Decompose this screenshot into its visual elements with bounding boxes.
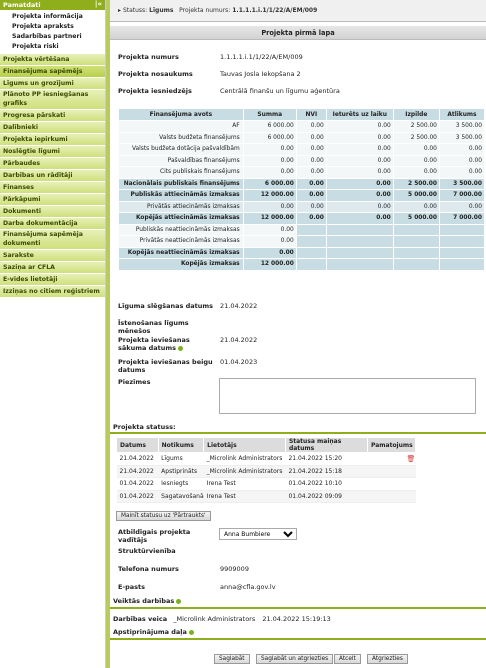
table-cell: 0.00	[439, 167, 484, 179]
table-cell: 0.00	[326, 178, 393, 190]
table-cell: 0.00	[326, 213, 393, 225]
table-cell: 12 000.00	[243, 190, 296, 202]
table-cell: 12 000.00	[243, 259, 296, 271]
table-cell	[326, 224, 393, 236]
table-cell: 3 500.00	[439, 121, 484, 133]
sidebar-sub-item[interactable]: Projekta riski	[12, 43, 59, 50]
row-label: Valsts budžeta finansējums	[119, 132, 244, 144]
info-icon[interactable]	[176, 599, 181, 604]
sidebar-item[interactable]: Darbības un rādītāji	[0, 170, 105, 182]
sidebar-sub-item[interactable]: Sadarbības partneri	[12, 33, 82, 40]
sidebar-header-label: Pamatdati	[3, 1, 41, 9]
table-row	[119, 213, 485, 225]
table-cell: 0.00	[326, 144, 393, 156]
table-cell: Līgums	[158, 453, 204, 466]
project-number-value: 1.1.1.1.i.1/1/22/A/EM/009	[232, 7, 318, 14]
field-label	[118, 336, 216, 352]
sidebar-item[interactable]: E-vides lietotāji	[0, 274, 105, 286]
column-header: Lietotājs	[204, 438, 286, 453]
sidebar-item[interactable]: Sarakste	[0, 250, 105, 262]
table-cell: 0.00	[326, 121, 393, 133]
row-label: Privātās neattiecināmās izmaksas	[119, 236, 244, 248]
field-value: Centrālā finanšu un līgumu aģentūra	[220, 87, 340, 95]
sidebar-item[interactable]: Izziņas no citiem reģistriem	[0, 286, 105, 298]
table-row	[119, 224, 485, 236]
table-cell: 0.00	[243, 155, 296, 167]
table-cell	[367, 465, 415, 478]
table-cell: 0.00	[296, 132, 326, 144]
sidebar-sub-menu	[0, 10, 105, 54]
table-cell: 0.00	[296, 190, 326, 202]
field-label: E-pasts	[118, 583, 146, 591]
table-cell	[296, 247, 326, 259]
section-divider	[110, 638, 486, 640]
table-cell	[393, 224, 439, 236]
table-row	[119, 144, 485, 156]
table-row	[117, 490, 416, 503]
table-cell	[393, 259, 439, 271]
table-cell: 5 000.00	[393, 190, 439, 202]
table-cell: 21.04.2022 15:20	[285, 453, 367, 466]
table-cell: 6 000.00	[243, 178, 296, 190]
field-value: 21.04.2022	[220, 302, 258, 310]
row-label: Pašvaldības finansējums	[119, 155, 244, 167]
field-label: Darbības veica	[113, 615, 168, 623]
table-cell: 0.00	[296, 178, 326, 190]
table-cell: 0.00	[439, 155, 484, 167]
table-cell: 0.00	[439, 144, 484, 156]
table-cell: 2 500.00	[393, 178, 439, 190]
table-cell: 0.00	[326, 190, 393, 202]
info-icon[interactable]	[178, 346, 183, 351]
column-header: Datums	[117, 438, 159, 453]
table-cell: 0.00	[243, 247, 296, 259]
table-row	[119, 121, 485, 133]
row-label: Cits publiskais finansējums	[119, 167, 244, 179]
change-status-button[interactable]: Mainīt statusu uz 'Pārtraukts'	[116, 511, 211, 521]
table-cell: 21.04.2022	[117, 453, 159, 466]
actions-section-title	[113, 597, 181, 605]
table-cell: Sagatavošanā	[158, 490, 204, 503]
sidebar-item[interactable]: Finansējuma sapēmēja dokumenti	[0, 230, 105, 250]
table-cell	[367, 453, 415, 466]
status-section-title: Projekta statuss:	[113, 423, 176, 431]
table-cell: 6 000.00	[243, 121, 296, 133]
field-value: 01.04.2023	[220, 358, 258, 366]
table-cell: 01.04.2022 10:10	[285, 478, 367, 491]
status-value: Līgums	[149, 7, 174, 14]
table-cell: 0.00	[326, 132, 393, 144]
row-label: Kopējās izmaksas	[119, 259, 244, 271]
status-table	[116, 437, 416, 503]
table-cell: Irena Test	[204, 490, 286, 503]
row-label: Kopējās neattiecināmās izmaksas	[119, 247, 244, 259]
table-cell: 0.00	[296, 213, 326, 225]
save-button[interactable]: Saglabāt	[214, 654, 250, 664]
table-cell: 01.04.2022	[117, 490, 159, 503]
status-label: Statuss:	[122, 7, 148, 14]
table-cell: 0.00	[326, 201, 393, 213]
table-cell: Irena Test	[204, 478, 286, 491]
page-title: Projekta pirmā lapa	[110, 26, 486, 40]
table-cell: 0.00	[296, 121, 326, 133]
play-icon: ▸	[118, 7, 122, 14]
table-row	[117, 453, 416, 466]
table-cell: _Microlink Administrators	[204, 453, 286, 466]
column-header: Summa	[243, 109, 296, 121]
table-row	[119, 155, 485, 167]
table-row	[119, 236, 485, 248]
table-cell	[439, 236, 484, 248]
table-row	[119, 247, 485, 259]
field-label: Projekta nosaukums	[118, 70, 193, 78]
sidebar-item[interactable]: Līgums un grozījumi	[0, 78, 105, 90]
save-and-return-button[interactable]: Saglabāt un atgriezties	[256, 654, 333, 664]
section-divider	[110, 607, 486, 609]
table-row	[119, 178, 485, 190]
table-row	[119, 132, 485, 144]
row-label: Valsts budžeta dotācija pašvaldībām	[119, 144, 244, 156]
return-button[interactable]: Atgriezties	[367, 654, 408, 664]
approval-section-title	[113, 628, 194, 636]
sidebar-item[interactable]: Finanses	[0, 182, 105, 194]
sidebar-item[interactable]: Pārbaudes	[0, 158, 105, 170]
cancel-button[interactable]: Atcelt	[334, 654, 361, 664]
table-cell	[439, 224, 484, 236]
table-cell: 0.00	[296, 155, 326, 167]
row-label: AF	[119, 121, 244, 133]
table-cell: 0.00	[326, 155, 393, 167]
row-label: Publiskās attiecināmās izmaksas	[119, 190, 244, 202]
performed-by-user: _Microlink Administrators	[173, 615, 256, 623]
field-value: anna@cfla.gov.lv	[220, 583, 276, 591]
table-cell: 3 500.00	[439, 178, 484, 190]
field-label: Īstenošanas līgums mēnešos	[118, 319, 189, 335]
table-cell	[393, 247, 439, 259]
row-label: Publiskās neattiecināmās izmaksas	[119, 224, 244, 236]
table-cell: 01.04.2022	[117, 478, 159, 491]
table-cell: 0.00	[243, 201, 296, 213]
table-row	[119, 259, 485, 271]
table-cell: 0.00	[243, 224, 296, 236]
delete-icon[interactable]: 🗑	[406, 454, 416, 463]
table-cell	[439, 247, 484, 259]
field-label: Atbildīgais projekta vadītājs	[118, 528, 191, 544]
sidebar	[0, 0, 106, 668]
field-label: Struktūrvienība	[118, 547, 176, 555]
table-cell	[326, 247, 393, 259]
column-header: Izpilde	[393, 109, 439, 121]
column-header: Notikums	[158, 438, 204, 453]
table-cell	[296, 259, 326, 271]
sidebar-item[interactable]: Projekta iepirkumi	[0, 134, 105, 146]
info-icon[interactable]	[189, 630, 194, 635]
table-cell	[296, 224, 326, 236]
sidebar-sub-item[interactable]: Projekta informācija	[12, 13, 83, 20]
table-cell: 21.04.2022 15:18	[285, 465, 367, 478]
finance-table	[118, 108, 485, 271]
table-cell: 2 500.00	[393, 121, 439, 133]
table-cell: Iesniegts	[158, 478, 204, 491]
table-cell: 5 000.00	[393, 213, 439, 225]
table-cell: 7 000.00	[439, 190, 484, 202]
table-cell: 0.00	[243, 236, 296, 248]
row-label: Kopējās attiecināmās izmaksas	[119, 213, 244, 225]
column-header: Atlikums	[439, 109, 484, 121]
table-cell: 0.00	[393, 144, 439, 156]
table-cell: 2 500.00	[393, 132, 439, 144]
table-cell: 7 000.00	[439, 213, 484, 225]
table-cell: 0.00	[439, 201, 484, 213]
main-content	[110, 0, 486, 668]
table-cell: 0.00	[243, 144, 296, 156]
field-label: Līguma slēgšanas datums	[118, 302, 214, 310]
sidebar-item[interactable]: Noslēgtie līgumi	[0, 146, 105, 158]
table-cell: 0.00	[326, 167, 393, 179]
column-header: NVI	[296, 109, 326, 121]
sidebar-items	[0, 54, 105, 298]
table-cell: 0.00	[296, 167, 326, 179]
sidebar-item[interactable]: Saziņa ar CFLA	[0, 262, 105, 274]
sidebar-item[interactable]: Dokumenti	[0, 206, 105, 218]
table-cell	[367, 490, 415, 503]
sidebar-item[interactable]: Progresa pārskati	[0, 110, 105, 122]
table-cell: _Microlink Administrators	[204, 465, 286, 478]
status-bar	[110, 0, 486, 22]
table-row	[117, 465, 416, 478]
project-number-label: Projekta numurs:	[179, 7, 231, 14]
table-header-row	[119, 109, 485, 121]
table-row	[117, 478, 416, 491]
field-label: Projekta numurs	[118, 53, 179, 61]
sidebar-sub-item[interactable]: Projekta apraksts	[12, 23, 74, 30]
row-label: Nacionālais publiskais finansējums	[119, 178, 244, 190]
field-label: Piezīmes	[118, 378, 151, 386]
footer-button-bar	[110, 650, 486, 668]
table-cell	[367, 478, 415, 491]
section-divider	[110, 432, 486, 434]
table-cell	[296, 236, 326, 248]
table-cell: 0.00	[393, 201, 439, 213]
approval-title-text: Apstiprinājuma daļa	[113, 628, 187, 636]
table-row	[119, 167, 485, 179]
notes-textarea[interactable]	[219, 378, 476, 414]
field-label: Projekta iesniedzējs	[118, 87, 192, 95]
field-label-text: Projekta ieviešanas sākuma datums	[118, 336, 190, 352]
table-cell	[326, 236, 393, 248]
table-cell: Apstiprināts	[158, 465, 204, 478]
sidebar-item[interactable]: Darba dokumentācija	[0, 218, 105, 230]
table-cell	[393, 236, 439, 248]
table-cell: 21.04.2022	[117, 465, 159, 478]
table-cell: 0.00	[243, 167, 296, 179]
sidebar-item[interactable]: Finansējuma sapēmējs	[0, 66, 105, 78]
field-value: 1.1.1.1.i.1/1/22/A/EM/009	[220, 53, 303, 61]
column-header: Statusa maiņas datums	[285, 438, 367, 453]
sidebar-item[interactable]: Projekta vērtēšana	[0, 54, 105, 66]
field-value: 21.04.2022	[220, 336, 258, 344]
table-cell: 3 500.00	[439, 132, 484, 144]
collapse-sidebar-icon[interactable]: |«	[94, 0, 102, 8]
table-cell: 0.00	[393, 167, 439, 179]
table-cell: 01.04.2022 09:09	[285, 490, 367, 503]
field-value: Tauvas Josla Iekopšana 2	[220, 70, 301, 78]
column-header: Finansējuma avots	[119, 109, 244, 121]
sidebar-item[interactable]: Dalībnieki	[0, 122, 105, 134]
column-header: Pamatojums	[367, 438, 415, 453]
field-value: 9909009	[220, 565, 249, 573]
table-header-row	[117, 438, 416, 453]
table-row	[119, 190, 485, 202]
column-header: Ieturēts uz laiku	[326, 109, 393, 121]
table-cell	[326, 259, 393, 271]
table-cell: 0.00	[296, 201, 326, 213]
performed-by-row	[113, 615, 331, 623]
sidebar-item[interactable]: Plānoto PP iesniegšanas grafiks	[0, 90, 105, 110]
row-label: Privātās attiecināmās izmaksas	[119, 201, 244, 213]
table-row	[119, 201, 485, 213]
table-cell: 0.00	[393, 155, 439, 167]
table-cell: 12 000.00	[243, 213, 296, 225]
table-cell: 6 000.00	[243, 132, 296, 144]
performed-by-time: 21.04.2022 15:19:13	[262, 615, 331, 623]
actions-title-text: Veiktās darbības	[113, 597, 175, 605]
table-cell	[439, 259, 484, 271]
table-cell: 0.00	[296, 144, 326, 156]
sidebar-item[interactable]: Pārkāpumi	[0, 194, 105, 206]
sidebar-header-pamatdati[interactable]	[0, 0, 105, 10]
responsible-select[interactable]	[219, 528, 297, 540]
field-label: Projekta ieviešanas beigu datums	[118, 358, 213, 374]
field-label: Telefona numurs	[118, 565, 179, 573]
